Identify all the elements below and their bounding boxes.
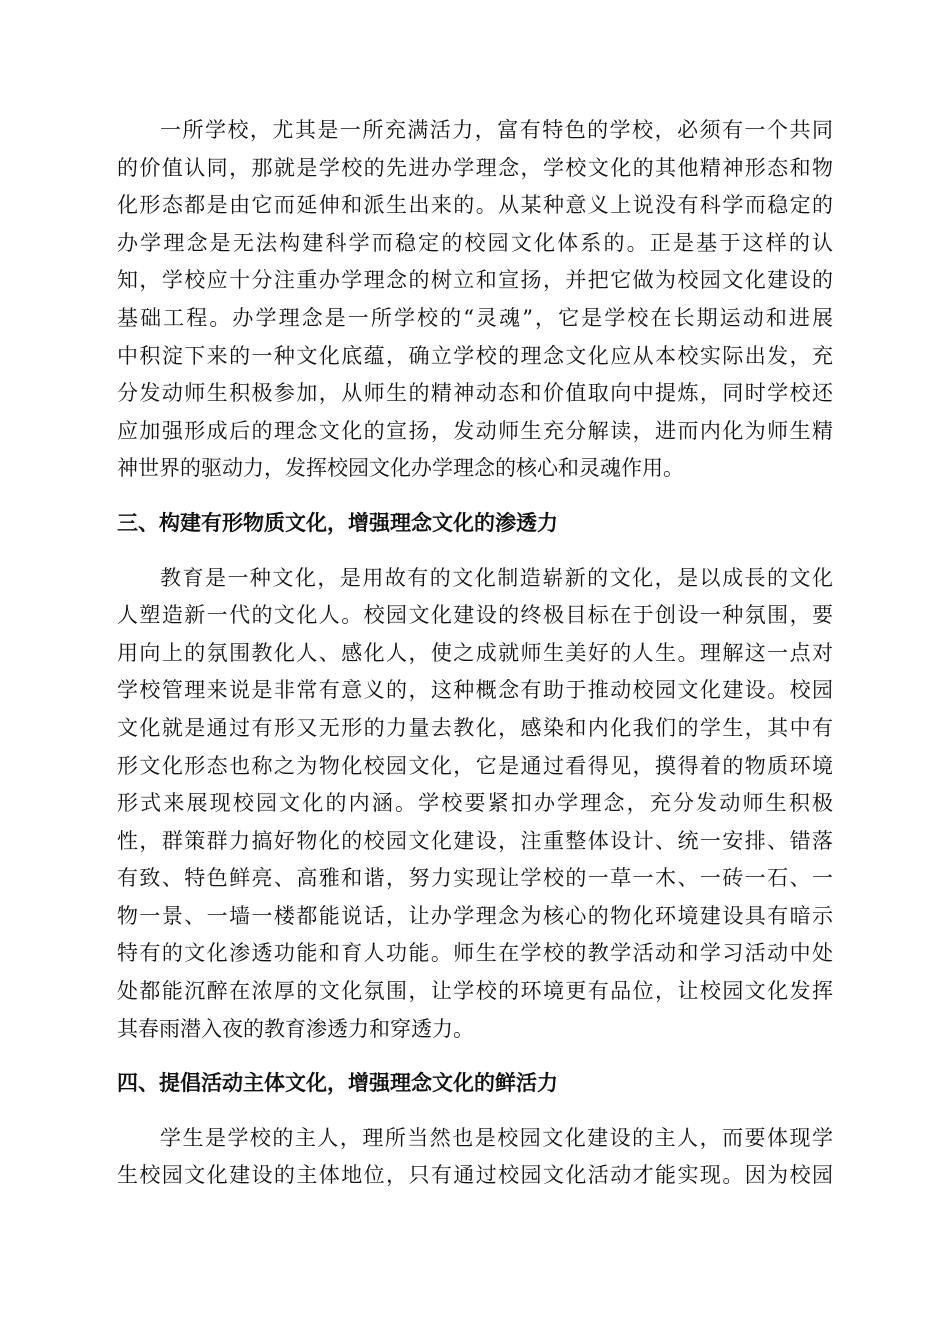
spacer — [117, 488, 833, 505]
text-line: 文化就是通过有形又无形的力量去教化，感染和内化我们的学生，其中有 — [117, 715, 833, 740]
text-line: 形式来展现校园文化的内涵。学校要紧扣办学理念，充分发动师生积极 — [117, 791, 833, 816]
text-line: 的价值认同，那就是学校的先进办学理念，学校文化的其他精神形态和物 — [117, 155, 833, 180]
text-line: 基础工程。办学理念是一所学校的“灵魂”，它是学校在长期运动和进展 — [117, 305, 833, 330]
paragraph-1 — [117, 112, 833, 488]
text-line: 性，群策群力搞好物化的校园文化建设，注重整体设计、统一安排、错落 — [117, 828, 833, 853]
text-line: 用向上的氛围教化人、感化人，使之成就师生美好的人生。理解这一点对 — [117, 640, 833, 665]
text-line: 物一景、一墙一楼都能说话，让办学理念为核心的物化环境建设具有暗示 — [117, 903, 833, 928]
text-line: 学校管理来说是非常有意义的，这种概念有助于推动校园文化建设。校园 — [117, 678, 833, 703]
text-line: 知，学校应十分注重办学理念的树立和宣扬，并把它做为校园文化建设的 — [117, 268, 833, 293]
text-line: 形文化形态也称之为物化校园文化，它是通过看得见，摸得着的物质环境 — [117, 753, 833, 778]
text-line: 应加强形成后的理念文化的宣扬，发动师生充分解读，进而内化为师生精 — [117, 418, 833, 443]
spacer — [117, 543, 833, 560]
spacer — [117, 1103, 833, 1120]
text-line: 其春雨潜入夜的教育渗透力和穿透力。 — [117, 1016, 474, 1041]
spacer — [117, 1048, 833, 1065]
text-line: 化形态都是由它而延伸和派生出来的。从某种意义上说没有科学而稳定的 — [117, 193, 833, 218]
text-line: 神世界的驱动力，发挥校园文化办学理念的核心和灵魂作用。 — [117, 456, 684, 481]
section-heading-4: 四、提倡活动主体文化，增强理念文化的鲜活力 — [117, 1071, 558, 1096]
paragraph-2 — [117, 560, 833, 1049]
text-line: 办学理念是无法构建科学而稳定的校园文化体系的。正是基于这样的认 — [117, 230, 833, 255]
section-heading-3: 三、构建有形物质文化，增强理念文化的渗透力 — [117, 510, 558, 535]
text-line: 学生是学校的主人，理所当然也是校园文化建设的主人，而要体现学 — [160, 1125, 833, 1150]
text-line: 中积淀下来的一种文化底蕴，确立学校的理念文化应从本校实际出发，充 — [117, 343, 833, 368]
text-line: 有致、特色鲜亮、高雅和谐，努力实现让学校的一草一木、一砖一石、一 — [117, 866, 833, 891]
text-line: 处都能沉醉在浓厚的文化氛围，让学校的环境更有品位，让校园文化发挥 — [117, 979, 833, 1004]
text-line: 生校园文化建设的主体地位，只有通过校园文化活动才能实现。因为校园 — [117, 1163, 833, 1188]
text-line: 一所学校，尤其是一所充满活力，富有特色的学校，必须有一个共同 — [160, 118, 833, 142]
paragraph-3 — [117, 1120, 833, 1195]
document-page — [117, 112, 833, 1195]
text-line: 教育是一种文化，是用故有的文化制造崭新的文化，是以成長的文化 — [160, 565, 833, 590]
text-line: 分发动师生积极参加，从师生的精神动态和价值取向中提炼，同时学校还 — [117, 381, 833, 406]
text-line: 人塑造新一代的文化人。校园文化建设的终极目标在于创设一种氛围，要 — [117, 603, 833, 628]
text-line: 特有的文化渗透功能和育人功能。师生在学校的教学活动和学习活动中处 — [117, 941, 833, 966]
